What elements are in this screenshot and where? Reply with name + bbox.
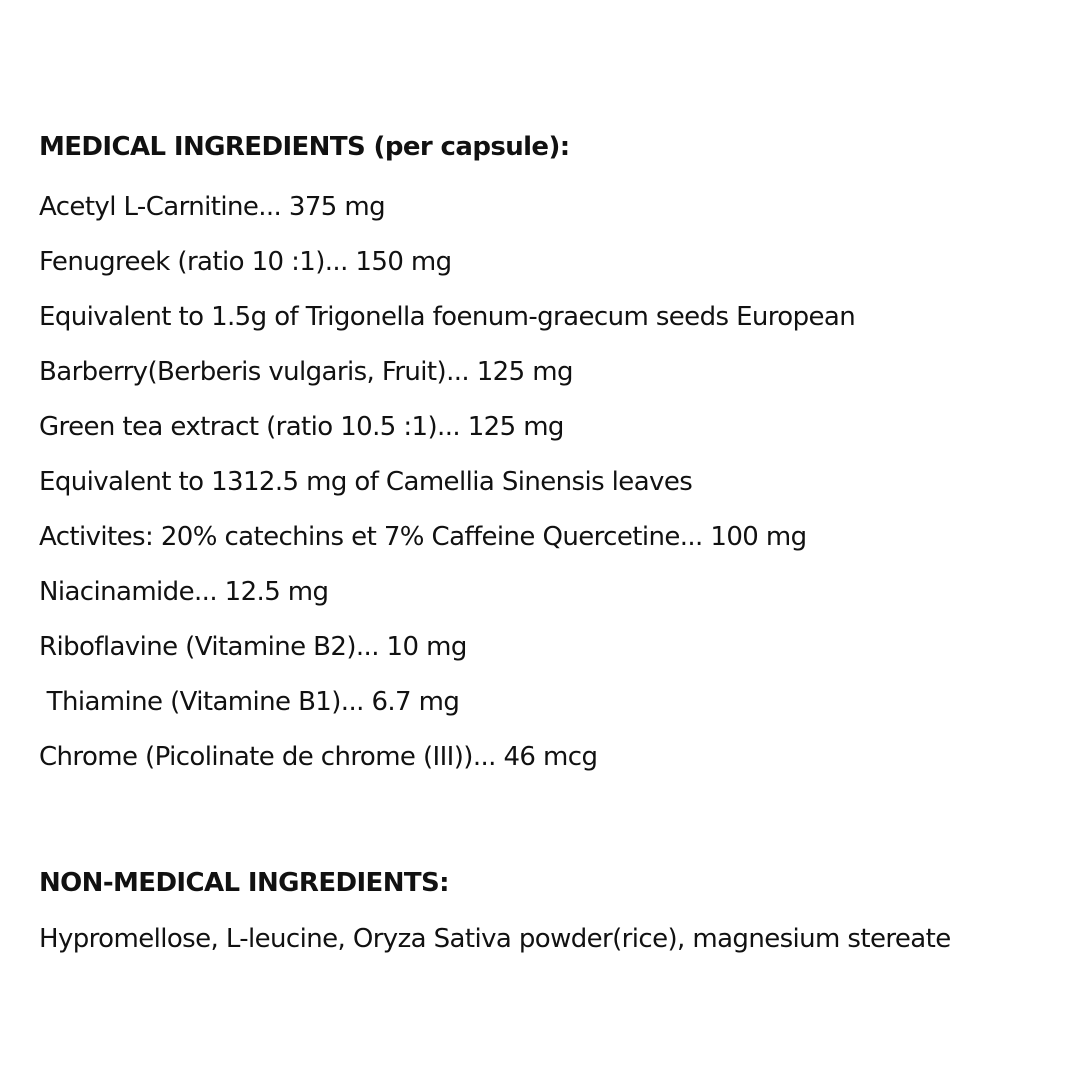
ingredient-line: Riboflavine (Vitamine B2)... 10 mg — [39, 632, 467, 662]
medical-ingredients-section — [39, 126, 1059, 785]
ingredient-line: Barberry(Berberis vulgaris, Fruit)... 125 mg — [39, 357, 573, 387]
ingredient-line: Niacinamide... 12.5 mg — [39, 577, 329, 607]
ingredient-line: Fenugreek (ratio 10 :1)... 150 mg — [39, 247, 452, 277]
ingredient-line: Acetyl L-Carnitine... 375 mg — [39, 192, 385, 222]
ingredient-line: Equivalent to 1312.5 mg of Camellia Sinensis leaves — [39, 467, 693, 497]
ingredient-line: Activites: 20% catechins et 7% Caffeine Quercetine... 100 mg — [39, 522, 807, 552]
section-spacer — [39, 785, 1059, 862]
medical-ingredients-heading: MEDICAL INGREDIENTS (per capsule): — [39, 132, 570, 162]
ingredient-line: Equivalent to 1.5g of Trigonella foenum-graecum seeds European — [39, 302, 856, 332]
ingredient-line: Thiamine (Vitamine B1)... 6.7 mg — [39, 687, 460, 717]
non-medical-ingredients-section — [39, 862, 1059, 967]
ingredient-line: Chrome (Picolinate de chrome (III))... 46 mcg — [39, 742, 598, 772]
ingredient-line: Green tea extract (ratio 10.5 :1)... 125 mg — [39, 412, 564, 442]
ingredients-document — [39, 126, 1059, 967]
non-medical-ingredients-heading: NON-MEDICAL INGREDIENTS: — [39, 868, 449, 898]
non-medical-ingredients-text: Hypromellose, L-leucine, Oryza Sativa powder(rice), magnesium stereate — [39, 924, 951, 954]
